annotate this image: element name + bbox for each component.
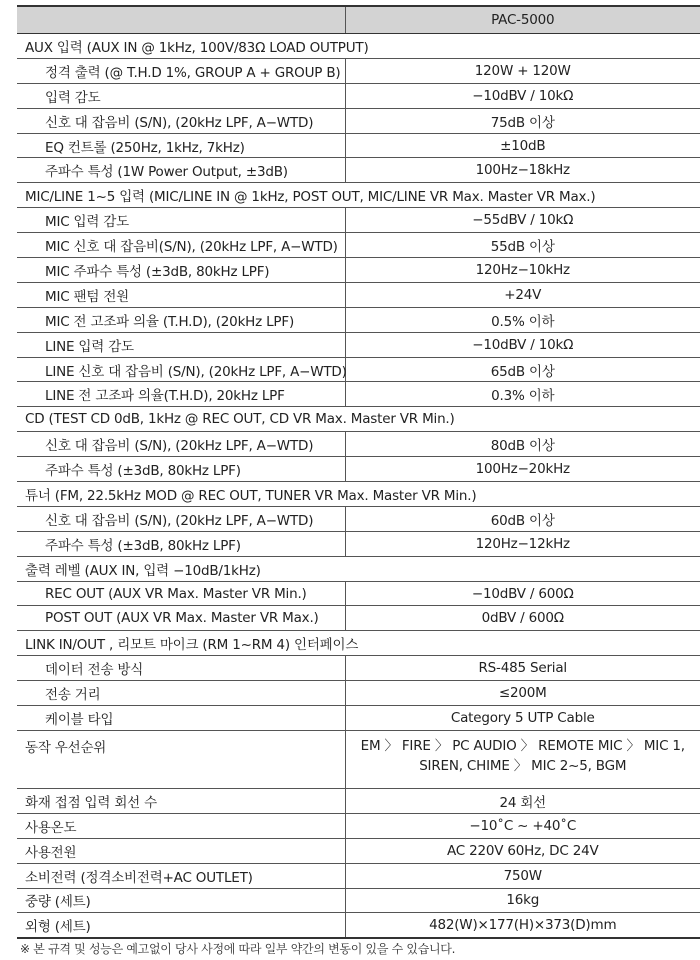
spec-label: 케이블 타입 [17, 706, 345, 731]
table-row [17, 307, 700, 332]
spec-label: MIC 전 고조파 의율 (T.H.D), (20kHz LPF) [17, 307, 345, 332]
spec-value: 75dB 이상 [345, 108, 700, 133]
spec-value: 65dB 이상 [345, 357, 700, 382]
table-row [17, 888, 700, 913]
table-row [17, 357, 700, 382]
section-title: LINK IN/OUT , 리모트 마이크 (RM 1~RM 4) 인터페이스 [17, 631, 700, 656]
section-title: MIC/LINE 1~5 입력 (MIC/LINE IN @ 1kHz, POST OUT, MIC/LINE VR Max. Master VR Max.) [17, 183, 700, 208]
spec-label: 사용온도 [17, 813, 345, 838]
section-row [17, 556, 700, 581]
spec-label: 주파수 특성 (1W Power Output, ±3dB) [17, 158, 345, 183]
spec-label: 신호 대 잡음비 (S/N), (20kHz LPF, A−WTD) [17, 108, 345, 133]
spec-label: 입력 감도 [17, 83, 345, 108]
table-row [17, 506, 700, 531]
section-row [17, 407, 700, 432]
spec-label: MIC 입력 감도 [17, 208, 345, 233]
spec-label: 데이터 전송 방식 [17, 656, 345, 681]
table-row [17, 813, 700, 838]
table-row [17, 233, 700, 258]
table-row [17, 208, 700, 233]
table-header [17, 6, 700, 34]
spec-value: ≤200M [345, 681, 700, 706]
spec-label: 사용전원 [17, 838, 345, 863]
spec-value: 0dBV / 600Ω [345, 606, 700, 631]
spec-value: +24V [345, 282, 700, 307]
spec-label: MIC 신호 대 잡음비(S/N), (20kHz LPF, A−WTD) [17, 233, 345, 258]
spec-label: 전송 거리 [17, 681, 345, 706]
table-row [17, 581, 700, 606]
spec-label: 주파수 특성 (±3dB, 80kHz LPF) [17, 531, 345, 556]
table-row [17, 606, 700, 631]
spec-label: 화재 접점 입력 회선 수 [17, 788, 345, 813]
section-row [17, 482, 700, 507]
table-row [17, 432, 700, 457]
table-row [17, 108, 700, 133]
table-row [17, 457, 700, 482]
section-row [17, 183, 700, 208]
spec-value: AC 220V 60Hz, DC 24V [345, 838, 700, 863]
spec-value: EM 〉 FIRE 〉 PC AUDIO 〉 REMOTE MIC 〉 MIC 1, SIREN, CHIME 〉 MIC 2~5, BGM [345, 730, 700, 788]
table-row [17, 258, 700, 283]
table-row [17, 83, 700, 108]
table-row [17, 788, 700, 813]
section-row [17, 631, 700, 656]
spec-value: 55dB 이상 [345, 233, 700, 258]
spec-value: 24 회선 [345, 788, 700, 813]
table-row [17, 913, 700, 938]
spec-label: 외형 (세트) [17, 913, 345, 938]
spec-value: 482(W)×177(H)×373(D)mm [345, 913, 700, 938]
spec-label: EQ 컨트롤 (250Hz, 1kHz, 7kHz) [17, 133, 345, 158]
table-row [17, 730, 700, 788]
section-title: CD (TEST CD 0dB, 1kHz @ REC OUT, CD VR Max. Master VR Min.) [17, 407, 700, 432]
section-title: 출력 레벨 (AUX IN, 입력 −10dB/1kHz) [17, 556, 700, 581]
spec-value: 120Hz−10kHz [345, 258, 700, 283]
spec-value: −55dBV / 10kΩ [345, 208, 700, 233]
table-row [17, 332, 700, 357]
spec-value: −10dBV / 10kΩ [345, 83, 700, 108]
section-title: AUX 입력 (AUX IN @ 1kHz, 100V/83Ω LOAD OUTPUT) [17, 34, 700, 59]
spec-value: ±10dB [345, 133, 700, 158]
spec-label: 동작 우선순위 [17, 730, 345, 788]
table-row [17, 531, 700, 556]
section-row [17, 34, 700, 59]
spec-value: Category 5 UTP Cable [345, 706, 700, 731]
table-row [17, 863, 700, 888]
spec-label: REC OUT (AUX VR Max. Master VR Min.) [17, 581, 345, 606]
spec-value: 16kg [345, 888, 700, 913]
table-row [17, 158, 700, 183]
spec-label: 소비전력 (정격소비전력+AC OUTLET) [17, 863, 345, 888]
disclaimer-note: ※ 본 규격 및 성능은 예고없이 당사 사정에 따라 일부 약간의 변동이 있을 수 있습니다. [20, 942, 456, 956]
header-model: PAC-5000 [345, 6, 700, 34]
spec-value: −10dBV / 10kΩ [345, 332, 700, 357]
spec-label: LINE 입력 감도 [17, 332, 345, 357]
spec-table [17, 5, 700, 939]
header-label [17, 6, 345, 34]
spec-label: 신호 대 잡음비 (S/N), (20kHz LPF, A−WTD) [17, 506, 345, 531]
spec-label: 신호 대 잡음비 (S/N), (20kHz LPF, A−WTD) [17, 432, 345, 457]
spec-label: LINE 전 고조파 의율(T.H.D), 20kHz LPF [17, 382, 345, 407]
spec-value: 100Hz−18kHz [345, 158, 700, 183]
spec-label: MIC 주파수 특성 (±3dB, 80kHz LPF) [17, 258, 345, 283]
spec-value: RS-485 Serial [345, 656, 700, 681]
table-row [17, 681, 700, 706]
table-row [17, 382, 700, 407]
table-row [17, 656, 700, 681]
spec-value: 80dB 이상 [345, 432, 700, 457]
spec-value: 100Hz−20kHz [345, 457, 700, 482]
spec-value: 120Hz−12kHz [345, 531, 700, 556]
table-row [17, 706, 700, 731]
spec-value: −10˚C ~ +40˚C [345, 813, 700, 838]
spec-value: 0.5% 이하 [345, 307, 700, 332]
spec-value: 60dB 이상 [345, 506, 700, 531]
spec-value: 0.3% 이하 [345, 382, 700, 407]
spec-label: MIC 팬텀 전원 [17, 282, 345, 307]
spec-label: 중량 (세트) [17, 888, 345, 913]
table-row [17, 133, 700, 158]
spec-value: 750W [345, 863, 700, 888]
table-row [17, 282, 700, 307]
spec-value: −10dBV / 600Ω [345, 581, 700, 606]
section-title: 튜너 (FM, 22.5kHz MOD @ REC OUT, TUNER VR Max. Master VR Min.) [17, 482, 700, 507]
spec-label: LINE 신호 대 잡음비 (S/N), (20kHz LPF, A−WTD) [17, 357, 345, 382]
table-row [17, 58, 700, 83]
spec-label: 주파수 특성 (±3dB, 80kHz LPF) [17, 457, 345, 482]
table-row [17, 838, 700, 863]
spec-label: 정격 출력 (@ T.H.D 1%, GROUP A + GROUP B) [17, 58, 345, 83]
spec-label: POST OUT (AUX VR Max. Master VR Max.) [17, 606, 345, 631]
spec-value: 120W + 120W [345, 58, 700, 83]
